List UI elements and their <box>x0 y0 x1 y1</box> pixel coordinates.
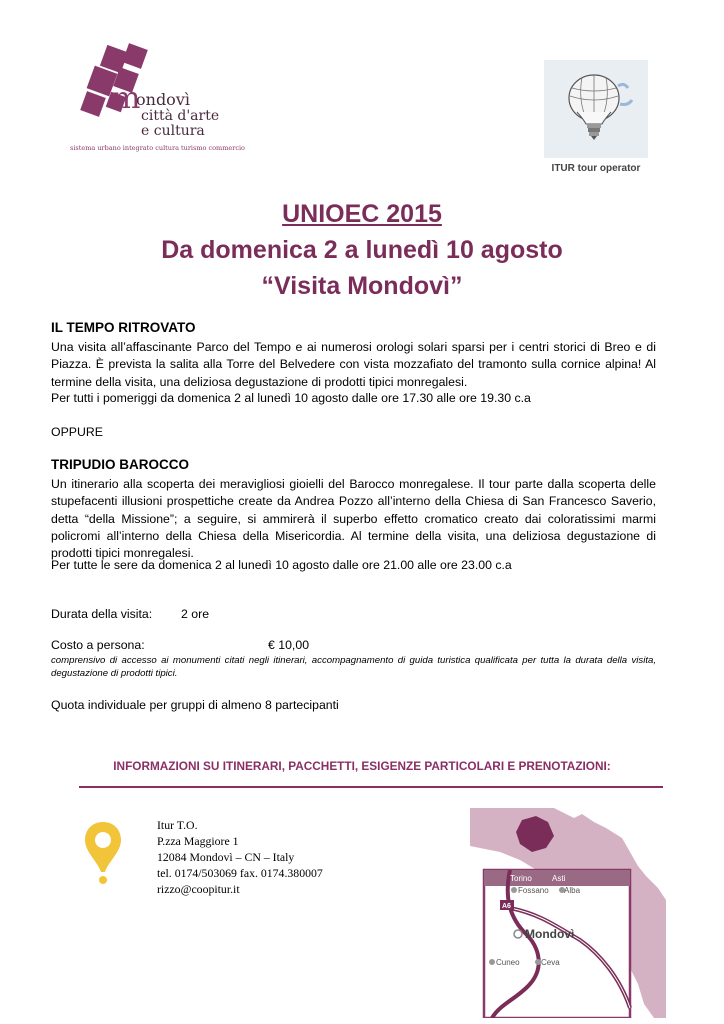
logo-initial: m <box>112 81 141 116</box>
oppure-text: OPPURE <box>51 425 103 439</box>
duration-label: Durata della visita: <box>51 607 153 621</box>
map-label-a6: A6 <box>502 903 511 910</box>
hot-air-balloon-icon <box>544 60 648 158</box>
contact-email[interactable] <box>157 882 240 897</box>
itur-caption: ITUR tour operator <box>551 163 641 174</box>
contact-city: 12084 Mondovì – CN – Italy <box>157 850 295 864</box>
event-title: UNIOEC 2015 <box>282 200 442 228</box>
contact-street: P.zza Maggiore 1 <box>157 834 239 848</box>
info-divider <box>79 786 663 788</box>
logo-tagline: sistema urbano integrato cultura turismo commercio <box>70 144 245 152</box>
logo-line-1: ondovì <box>136 90 190 109</box>
group-note: Quota individuale per gruppi di almeno 8 partecipanti <box>51 698 339 712</box>
map-label-mondovi: Mondovì <box>525 927 575 941</box>
cost-label: Costo a persona: <box>51 638 145 652</box>
map-label-fossano: Fossano <box>518 886 549 895</box>
section-2-heading: TRIPUDIO BAROCCO <box>51 457 189 472</box>
map-label-alba: Alba <box>564 886 581 895</box>
section-1-body: Una visita all’affascinante Parco del Tempo e ai numerosi orologi solari sparsi per i centri storici di Breo e di Piazza. È prevista la salita alla Torre del Belvedere con vista mozzafiato del tramonto sulla cornice alpina! Al termine della visita, una deliziosa degustazione di prodotti tipici monregalesi. <box>51 340 656 389</box>
event-subtitle: “Visita Mondovì” <box>261 272 463 300</box>
map-label-asti: Asti <box>552 874 566 883</box>
event-dates: Da domenica 2 a lunedì 10 agosto <box>161 236 563 264</box>
contact-phones: tel. 0174/503069 fax. 0174.380007 <box>157 866 323 880</box>
contact-name: Itur T.O. <box>157 818 198 832</box>
cost-note: comprensivo di accesso ai monumenti citati negli itinerari, accompagnamento di guida turistica qualificata per tutta la durata della visita, degustazione di prodotti tipici. <box>51 655 656 679</box>
map-label-ceva: Ceva <box>541 958 560 967</box>
location-pin-icon <box>83 820 123 886</box>
logo-line-3: e cultura <box>141 123 205 139</box>
info-title: INFORMAZIONI SU ITINERARI, PACCHETTI, ESIGENZE PARTICOLARI E PRENOTAZIONI: <box>113 759 611 773</box>
section-2-body: Un itinerario alla scoperta dei meravigliosi gioielli del Barocco monregalese. Il tour parte dalla scoperta delle stupefacenti illusioni prospettiche create da Andrea Pozzo all’interno della Chiesa di San Francesco Saverio, detta “della Missione”; a seguire, si ammirerà il superbo effetto cromatico creato dai coloratissimi marmi policromi all’interno della Chiesa della Misericordia. Al termine della visita, una deliziosa degustazione di prodotti tipici monregalesi. <box>51 477 656 561</box>
itur-logo <box>544 60 648 158</box>
duration-value: 2 ore <box>181 607 210 621</box>
section-1-heading: IL TEMPO RITROVATO <box>51 320 196 335</box>
cost-value: € 10,00 <box>268 638 310 652</box>
section-1-schedule: Per tutti i pomeriggi da domenica 2 al lunedì 10 agosto dalle ore 17.30 alle ore 19.30 c.a <box>51 391 531 405</box>
map-label-cuneo: Cuneo <box>496 958 520 967</box>
section-2-schedule: Per tutte le sere da domenica 2 al lunedì 10 agosto dalle ore 21.00 alle ore 23.00 c.a <box>51 558 512 572</box>
email-link[interactable]: rizzo@coopitur.it <box>157 882 240 896</box>
logo-line-2: città d'arte <box>141 108 220 124</box>
map-label-torino: Torino <box>510 874 532 883</box>
location-map <box>470 808 666 1018</box>
